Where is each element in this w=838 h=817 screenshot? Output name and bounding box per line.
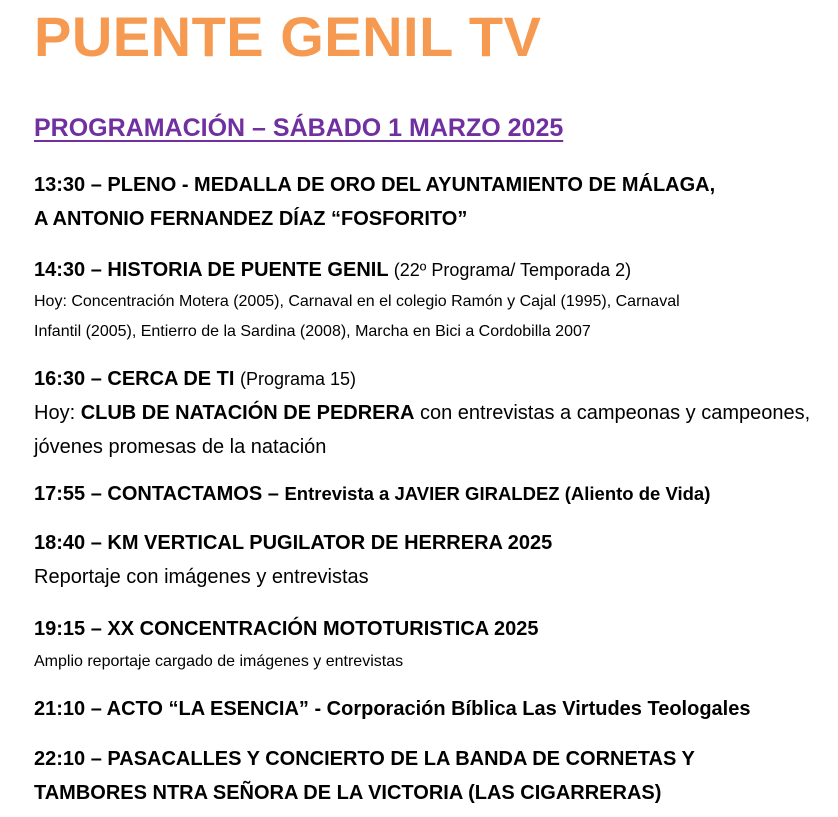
- entry-heading: 14:30 – HISTORIA DE PUENTE GENIL: [34, 259, 389, 281]
- entry-title-line-1: 13:30 – PLENO - MEDALLA DE ORO DEL AYUNTAMIENTO DE MÁLAGA,: [34, 174, 716, 196]
- entry-heading: 16:30 – CERCA DE TI: [34, 368, 235, 390]
- entry-heading: 21:10 – ACTO “LA ESENCIA” - Corporación Bíblica Las Virtudes Teologales: [34, 698, 751, 720]
- entry-description-line-2: Infantil (2005), Entierro de la Sardina (2008), Marcha en Bici a Cordobilla 2007: [34, 323, 591, 340]
- entry-heading: 17:55 – CONTACTAMOS –: [34, 483, 279, 505]
- entry-heading: 18:40 – KM VERTICAL PUGILATOR DE HERRERA 2025: [34, 532, 553, 554]
- entry-title-line-1: 22:10 – PASACALLES Y CONCIERTO DE LA BANDA DE CORNETAS Y: [34, 748, 695, 770]
- schedule-entry-1755: [34, 477, 834, 511]
- entry-description-club: CLUB DE NATACIÓN DE PEDRERA: [80, 402, 415, 424]
- entry-note: (22º Programa/ Temporada 2): [393, 260, 632, 280]
- entry-description-line-2: jóvenes promesas de la natación: [34, 436, 327, 458]
- entry-description-line-1: Hoy: Concentración Motera (2005), Carnaval en el colegio Ramón y Cajal (1995), Carnaval: [34, 293, 680, 310]
- entry-note: (Programa 15): [240, 369, 357, 389]
- schedule-date-heading: PROGRAMACIÓN – SÁBADO 1 MARZO 2025: [34, 114, 564, 142]
- entry-title-line-2: TAMBORES NTRA SEÑORA DE LA VICTORIA (LAS CIGARRERAS): [34, 782, 662, 804]
- schedule-entry-2110: [34, 692, 834, 726]
- schedule-entry-2210: [34, 742, 834, 810]
- channel-title: PUENTE GENIL TV: [34, 5, 542, 68]
- entry-description-line-1: [34, 396, 834, 430]
- schedule-entry-1430: [34, 253, 834, 347]
- entry-detail: Entrevista a JAVIER GIRALDEZ (Aliento de Vida): [284, 483, 711, 504]
- entry-heading-line: [34, 253, 834, 287]
- schedule-entry-1840: [34, 526, 834, 594]
- entry-description: Reportaje con imágenes y entrevistas: [34, 566, 369, 588]
- entry-description: Amplio reportaje cargado de imágenes y entrevistas: [34, 653, 404, 670]
- schedule-entry-1330: [34, 168, 834, 236]
- entry-heading: 19:15 – XX CONCENTRACIÓN MOTOTURISTICA 2025: [34, 618, 539, 640]
- entry-title-line-2: A ANTONIO FERNANDEZ DÍAZ “FOSFORITO”: [34, 208, 468, 230]
- entry-heading-line: [34, 477, 834, 511]
- entry-heading-line: [34, 362, 834, 396]
- schedule-entry-1915: [34, 612, 834, 678]
- entry-description-prefix: Hoy:: [34, 402, 76, 424]
- schedule-entry-1630: [34, 362, 834, 464]
- entry-description-rest: con entrevistas a campeonas y campeones,: [419, 402, 811, 424]
